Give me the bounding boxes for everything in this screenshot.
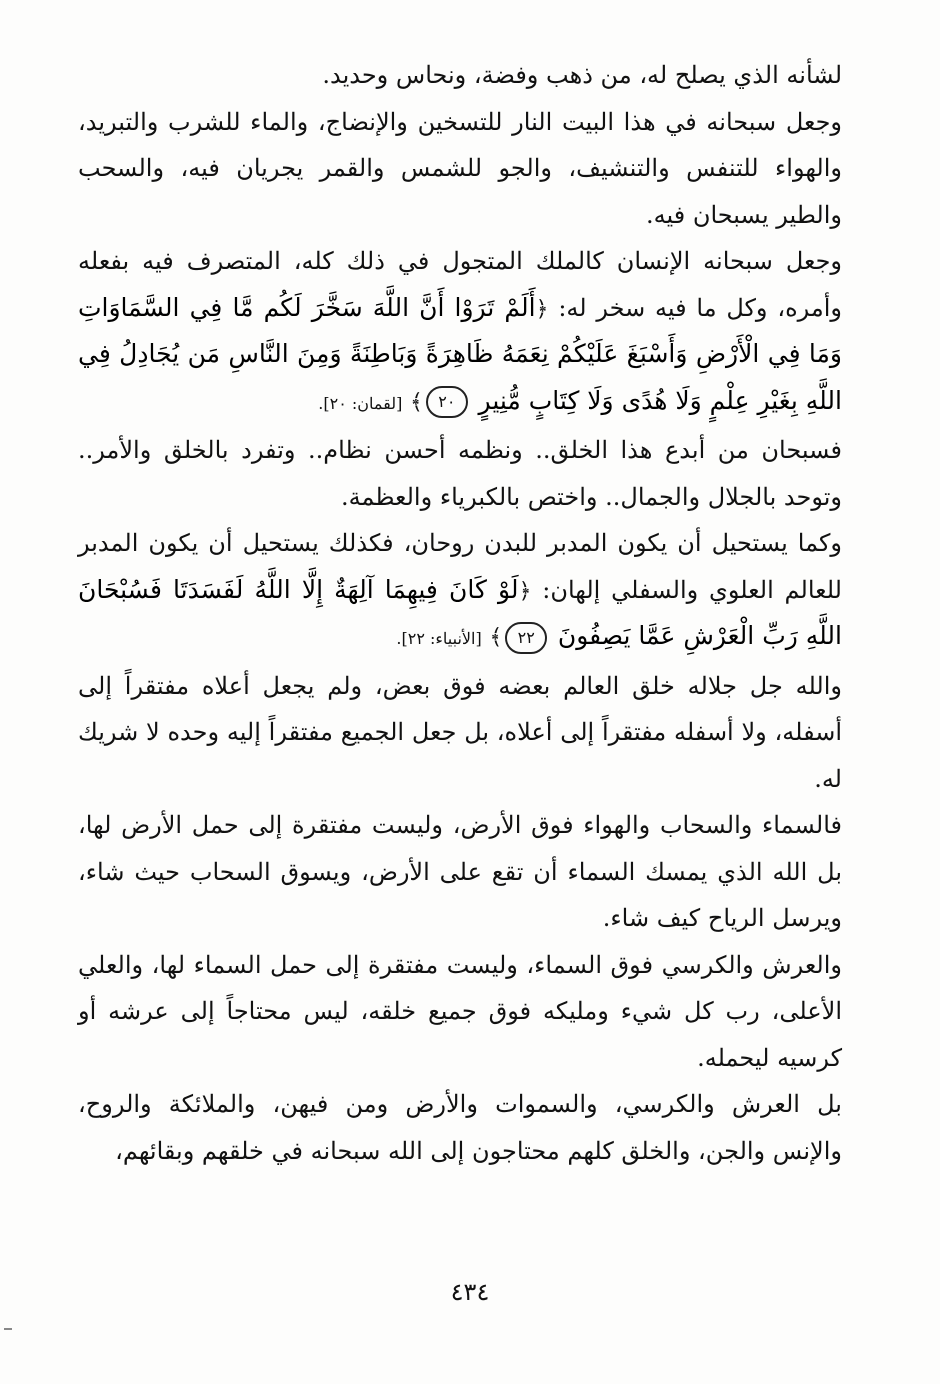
paragraph-8	[78, 942, 842, 1082]
paragraph-1-text: لشأنه الذي يصلح له، من ذهب وفضة، ونحاس وحديد.	[322, 61, 842, 89]
verse-close-bracket: ﴾	[489, 625, 503, 650]
verse-open-bracket: ﴿	[535, 296, 549, 322]
verse-open-bracket: ﴿	[518, 578, 532, 604]
quran-verse-luqman: أَلَمْ تَرَوْا أَنَّ اللَّهَ سَخَّرَ لَكُم مَّا فِي السَّمَاوَاتِ وَمَا فِي الْأَرْضِ وَأَسْبَغَ عَلَيْكُمْ نِعَمَهُ ظَاهِرَةً وَبَاطِنَةً وَمِنَ النَّاسِ مَن يُجَادِلُ فِي اللَّهِ بِغَيْرِ عِلْمٍ وَلَا هُدًى وَلَا كِتَابٍ مُّنِيرٍ	[78, 292, 842, 415]
paragraph-5-text: وكما يستحيل أن يكون المدبر للبدن روحان، فكذلك يستحيل أن يكون المدبر للعالم العلوي والسفلي إلهان:	[78, 529, 842, 604]
paragraph-2	[78, 99, 842, 239]
ayah-number-badge: ٢٠	[426, 386, 468, 418]
paragraph-1	[78, 52, 842, 99]
paragraph-9-text: بل العرش والكرسي، والسموات والأرض ومن فيهن، والملائكة والروح، والإنس والجن، والخلق كلهم محتاجون إلى الله سبحانه في خلقهم وبقائهم،	[78, 1090, 842, 1165]
paragraph-3	[78, 238, 842, 427]
page-number: ٤٣٤	[450, 1278, 490, 1306]
paragraph-8-text: والعرش والكرسي فوق السماء، وليست مفتقرة إلى حمل السماء لها، والعلي الأعلى، رب كل شيء ومليكه فوق جميع خلقه، ليس محتاجاً إلى عرشه أو كرسيه ليحمله.	[78, 950, 842, 1072]
ayah-number-badge: ٢٢	[505, 622, 547, 654]
verse-close-bracket: ﴾	[410, 389, 423, 415]
paragraph-6	[78, 663, 842, 803]
page-body	[78, 52, 842, 1277]
paragraph-6-text: والله جل جلاله خلق العالم بعضه فوق بعض، ولم يجعل أعلاه مفتقراً إلى أسفله، ولا أسفله مفتقراً إلى أعلاه، بل جعل الجميع مفتقراً إليه وحده لا شريك له.	[78, 671, 842, 793]
verse-reference: [لقمان: ٢٠].	[318, 393, 403, 413]
scan-edge-mark	[4, 1328, 12, 1330]
paragraph-7-text: فالسماء والسحاب والهواء فوق الأرض، وليست مفتقرة إلى حمل الأرض لها، بل الله الذي يمسك السماء أن تقع على الأرض، ويسوق السحاب حيث شاء، ويرسل الرياح كيف شاء.	[78, 811, 842, 932]
paragraph-5	[78, 520, 842, 663]
verse-reference: [الأنبياء: ٢٢].	[396, 629, 482, 648]
paragraph-4	[78, 427, 842, 520]
paragraph-9	[78, 1081, 842, 1174]
paragraph-4-text: فسبحان من أبدع هذا الخلق.. ونظمه أحسن نظام.. وتفرد بالخلق والأمر.. وتوحد بالجلال والجمال.. واختص بالكبرياء والعظمة.	[78, 436, 842, 511]
paragraph-3-text: وجعل سبحانه الإنسان كالملك المتجول في ذلك كله، المتصرف فيه بفعله وأمره، وكل ما فيه سخر له:	[78, 247, 842, 322]
quran-verse-anbiya: لَوْ كَانَ فِيهِمَا آلِهَةٌ إِلَّا اللَّهُ لَفَسَدَتَا فَسُبْحَانَ اللَّهِ رَبِّ الْعَرْشِ عَمَّا يَصِفُونَ	[78, 574, 842, 650]
paragraph-2-text: وجعل سبحانه في هذا البيت النار للتسخين والإنضاج، والماء للشرب والتبريد، والهواء للتنفس والتنشيف، والجو للشمس والقمر يجريان فيه، والسحب والطير يسبحان فيه.	[78, 107, 842, 229]
paragraph-7	[78, 802, 842, 942]
